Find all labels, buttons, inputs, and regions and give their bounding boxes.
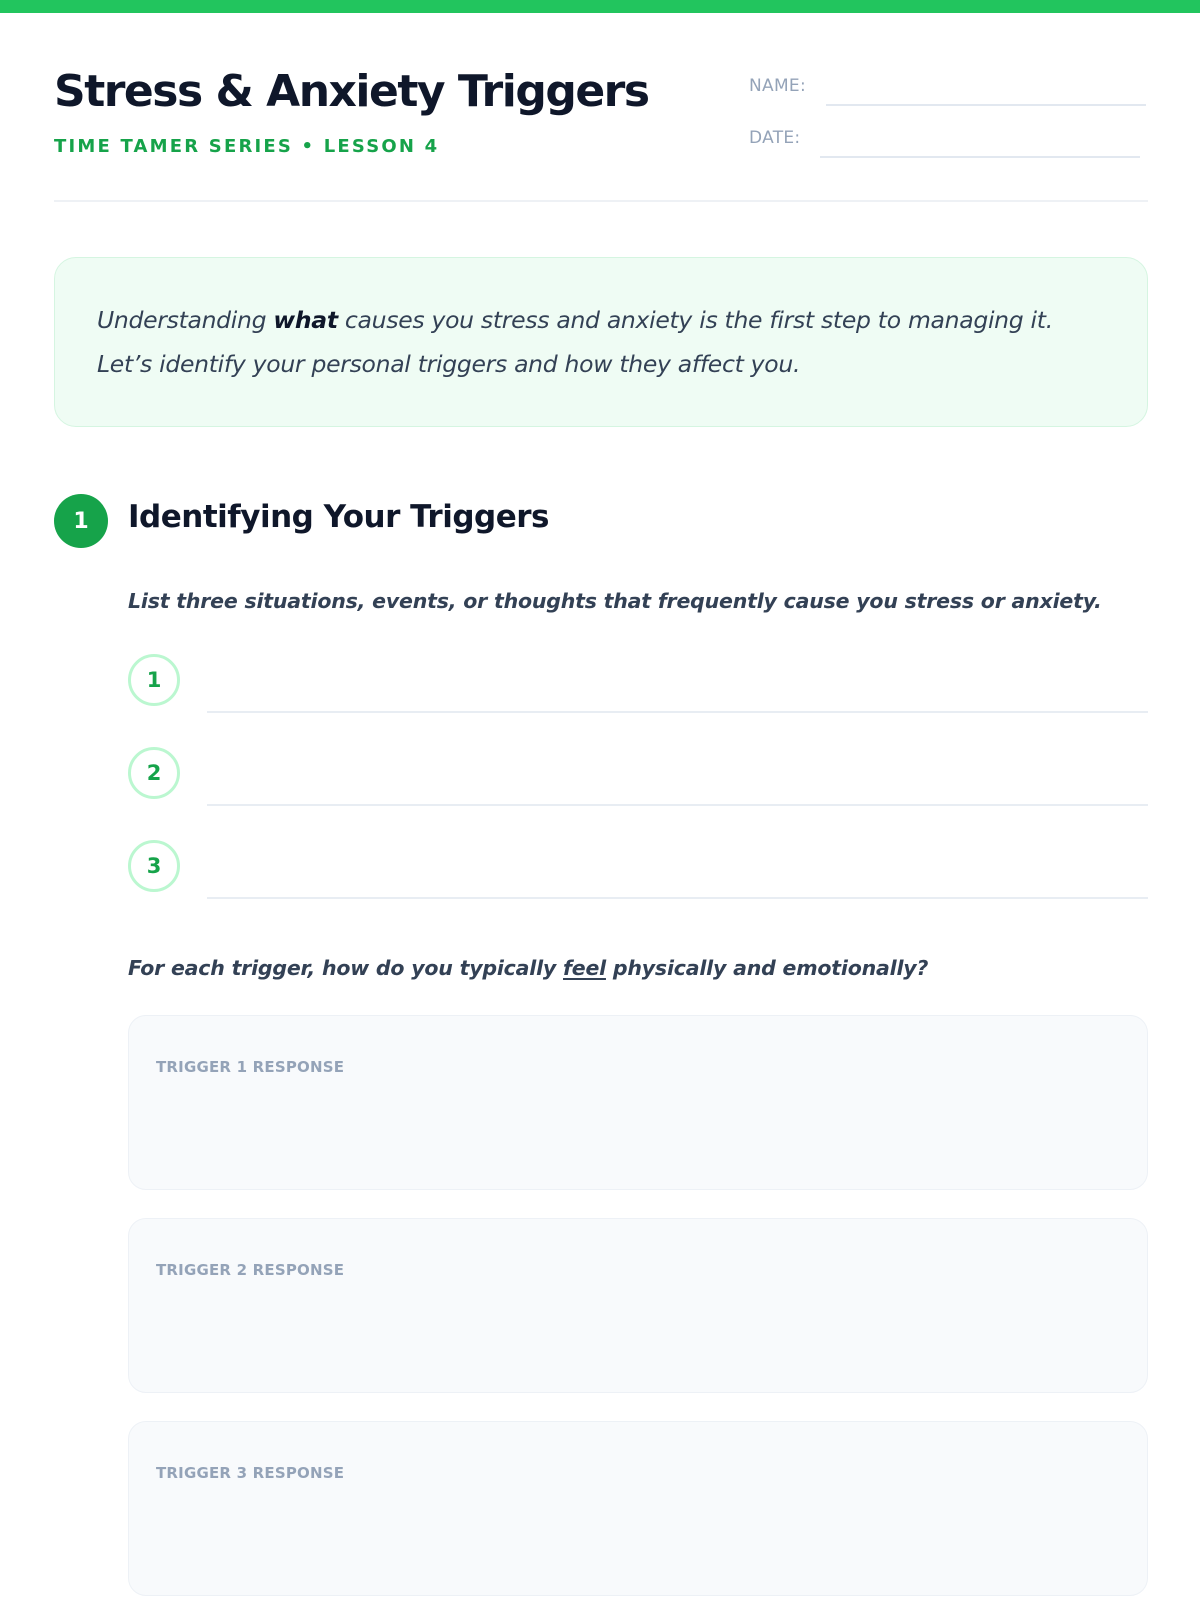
intro-text-end: causes you stress and anxiety is the first step to managing it. Let’s identify your personal triggers and how they affect you. [97,306,1053,378]
intro-text-bold: what [273,306,338,334]
trigger-response-box[interactable] [128,1218,1148,1393]
feel-prompt-emphasis: feel [563,956,606,980]
trigger-response-box[interactable] [128,1015,1148,1190]
feel-prompt-end: physically and emotionally? [605,956,929,980]
trigger-input-line[interactable] [207,897,1148,899]
intro-text [97,298,1107,386]
page-title: Stress & Anxiety Triggers [54,66,649,117]
name-label: NAME: [749,76,806,96]
response-label: TRIGGER 2 RESPONSE [156,1261,345,1279]
top-accent-bar [0,0,1200,13]
list-number-badge: 3 [128,840,180,892]
name-input-line[interactable] [826,104,1146,106]
list-number-badge: 2 [128,747,180,799]
feel-prompt-start: For each trigger, how do you typically [128,956,564,980]
list-number-badge: 1 [128,654,180,706]
date-label: DATE: [749,128,801,148]
name-field[interactable] [749,74,1149,108]
date-field[interactable] [749,126,1149,160]
response-label: TRIGGER 1 RESPONSE [156,1058,345,1076]
response-label: TRIGGER 3 RESPONSE [156,1464,345,1482]
trigger-list-item[interactable] [128,840,1148,896]
list-prompt: List three situations, events, or thoughts that frequently cause you stress or anxiety. [128,589,1102,613]
trigger-input-line[interactable] [207,711,1148,713]
worksheet-header [54,62,1148,202]
trigger-response-box[interactable] [128,1421,1148,1596]
trigger-list-item[interactable] [128,747,1148,803]
date-input-line[interactable] [820,156,1140,158]
trigger-list-item[interactable] [128,654,1148,710]
trigger-input-line[interactable] [207,804,1148,806]
series-subtitle: TIME TAMER SERIES • LESSON 4 [54,136,440,157]
section-title: Identifying Your Triggers [128,499,549,535]
section-number-badge: 1 [54,494,108,548]
intro-text-start: Understanding [97,306,274,334]
feel-prompt [128,956,928,980]
intro-callout [54,257,1148,427]
